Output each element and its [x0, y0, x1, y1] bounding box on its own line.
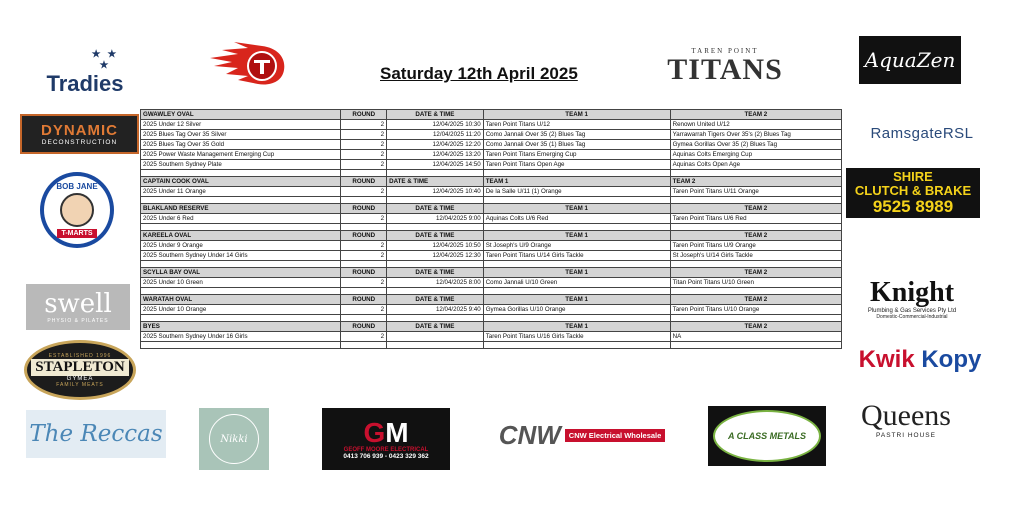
column-header: TEAM 1 [483, 177, 670, 187]
round-cell: 2 [341, 150, 387, 160]
bob-jane-text: BOB JANE [56, 182, 98, 191]
gymea-text: GYMEA [66, 375, 94, 382]
table-row [141, 130, 842, 140]
team1-cell: Como Jannali Over 35 (2) Blues Tag [483, 130, 670, 140]
cnw-logo [488, 418, 676, 452]
team2-cell: St Joseph's U/14 Girls Tackle [670, 251, 841, 261]
empty-cell [141, 288, 341, 295]
datetime-cell: 12/04/2025 13:20 [387, 150, 484, 160]
clutch-brake-text: CLUTCH & BRAKE [854, 183, 972, 198]
pastri-house-text: PASTRI HOUSE [876, 431, 936, 439]
empty-cell [141, 224, 341, 231]
gm-g-text: G [363, 416, 386, 448]
empty-cell [670, 224, 841, 231]
ramsgate-text: RamsgateRSL [870, 124, 974, 142]
column-header: TEAM 2 [670, 322, 841, 332]
table-row [141, 187, 842, 197]
kopy-text: Kopy [921, 346, 982, 373]
table-row [141, 120, 842, 130]
nikki-text: Nikki [220, 433, 248, 445]
venue-header-row [141, 204, 842, 214]
nikki-ring [209, 414, 259, 464]
empty-cell [483, 288, 670, 295]
column-header: TEAM 1 [483, 295, 670, 305]
table-row [141, 332, 842, 342]
table-row [141, 251, 842, 261]
venue-name: BLAKLAND RESERVE [141, 204, 341, 214]
cnw-wholesale-text: CNW Electrical Wholesale [565, 429, 666, 442]
column-header: TEAM 1 [483, 231, 670, 241]
column-header: TEAM 2 [670, 110, 841, 120]
empty-cell [483, 170, 670, 177]
team2-cell: Taren Point Titans U/6 Red [670, 214, 841, 224]
swell-text: swell [44, 289, 112, 319]
empty-cell [670, 261, 841, 268]
dynamic-logo [20, 114, 139, 154]
team1-cell: Como Jannali U/10 Green [483, 278, 670, 288]
physio-pilates-text: PHYSIO & PILATES [47, 318, 109, 324]
spacer-row [141, 342, 842, 349]
venue-name: GWAWLEY OVAL [141, 110, 341, 120]
column-header: TEAM 2 [670, 231, 841, 241]
table-row [141, 150, 842, 160]
spacer-row [141, 288, 842, 295]
column-header: ROUND [341, 231, 387, 241]
bob-jane-logo [40, 172, 114, 248]
empty-cell [341, 197, 387, 204]
team2-cell: Taren Point Titans U/11 Orange [670, 187, 841, 197]
datetime-cell: 12/04/2025 11:20 [387, 130, 484, 140]
column-header: TEAM 1 [483, 268, 670, 278]
stapleton-logo [24, 340, 136, 400]
established-text: ESTABLISHED 1996 [48, 352, 112, 359]
empty-cell [341, 288, 387, 295]
team2-cell: Titan Point Titans U/10 Green [670, 278, 841, 288]
team1-cell: Taren Point Titans U/14 Girls Tackle [483, 251, 670, 261]
team1-cell: Taren Point Titans Emerging Cup [483, 150, 670, 160]
column-header: ROUND [341, 322, 387, 332]
competition-cell: 2025 Southern Sydney Plate [141, 160, 341, 170]
reccas-text: The Reccas [29, 421, 163, 447]
empty-cell [483, 315, 670, 322]
column-header: TEAM 2 [670, 177, 841, 187]
competition-cell: 2025 Under 10 Green [141, 278, 341, 288]
empty-cell [387, 315, 484, 322]
column-header: ROUND [341, 110, 387, 120]
venue-header-row [141, 322, 842, 332]
empty-cell [341, 315, 387, 322]
venue-header-row [141, 268, 842, 278]
team1-cell: Taren Point Titans U/16 Girls Tackle [483, 332, 670, 342]
column-header: ROUND [341, 177, 387, 187]
gm-phone-text: 0413 706 939 - 0423 329 362 [343, 452, 429, 460]
gm-electrical-logo [322, 408, 450, 470]
gm-monogram [363, 416, 409, 448]
empty-cell [387, 224, 484, 231]
column-header: DATE & TIME [387, 322, 484, 332]
plumbing-gas-text: Plumbing & Gas Services Pty Ltd [867, 308, 957, 314]
empty-cell [141, 170, 341, 177]
datetime-cell [387, 332, 484, 342]
round-cell: 2 [341, 140, 387, 150]
datetime-cell: 12/04/2025 8:00 [387, 278, 484, 288]
column-header: TEAM 2 [670, 295, 841, 305]
the-reccas-logo [26, 410, 166, 458]
venue-name: CAPTAIN COOK OVAL [141, 177, 341, 187]
nikki-logo [199, 408, 269, 470]
team1-cell: Aquinas Colts U/6 Red [483, 214, 670, 224]
column-header: DATE & TIME [387, 295, 484, 305]
datetime-cell: 12/04/2025 12:20 [387, 140, 484, 150]
competition-cell: 2025 Under 10 Orange [141, 305, 341, 315]
round-cell: 2 [341, 241, 387, 251]
round-cell: 2 [341, 130, 387, 140]
tradies-wordmark: Tradies [46, 71, 124, 96]
datetime-cell: 12/04/2025 10:40 [387, 187, 484, 197]
table-row [141, 241, 842, 251]
team2-cell: Gymea Gorillas Over 35 (2) Blues Tag [670, 140, 841, 150]
spacer-row [141, 315, 842, 322]
family-meats-text: FAMILY MEATS [56, 381, 104, 388]
empty-cell [341, 170, 387, 177]
dynamic-text: DYNAMIC [41, 122, 118, 139]
a-class-metals-logo [708, 406, 826, 466]
competition-cell: 2025 Under 6 Red [141, 214, 341, 224]
shire-clutch-logo [846, 168, 980, 218]
queens-text: Queens [861, 398, 951, 432]
titans-helmet-logo [208, 40, 288, 88]
round-cell: 2 [341, 332, 387, 342]
column-header: TEAM 1 [483, 322, 670, 332]
stars-icon: ★ ★ ★ [91, 49, 119, 71]
cnw-mark-text: CNW [498, 419, 561, 450]
empty-cell [387, 261, 484, 268]
datetime-cell: 12/04/2025 10:50 [387, 241, 484, 251]
empty-cell [141, 197, 341, 204]
team2-cell: Taren Point Titans U/9 Orange [670, 241, 841, 251]
venue-name: SCYLLA BAY OVAL [141, 268, 341, 278]
team1-cell: St Joseph's U/9 Orange [483, 241, 670, 251]
team2-cell: Aquinas Colts Emerging Cup [670, 150, 841, 160]
empty-cell [670, 170, 841, 177]
column-header: DATE & TIME [387, 110, 484, 120]
column-header: ROUND [341, 295, 387, 305]
spacer-row [141, 170, 842, 177]
competition-cell: 2025 Under 9 Orange [141, 241, 341, 251]
competition-cell: 2025 Southern Sydney Under 16 Girls [141, 332, 341, 342]
aquazen-logo [859, 36, 961, 84]
team2-cell: Taren Point Titans U/10 Orange [670, 305, 841, 315]
empty-cell [341, 342, 387, 349]
venue-name: BYES [141, 322, 341, 332]
column-header: TEAM 1 [483, 204, 670, 214]
team1-cell: Gymea Gorillas U/10 Orange [483, 305, 670, 315]
spacer-row [141, 224, 842, 231]
team1-cell: Taren Point Titans U/12 [483, 120, 670, 130]
venue-header-row [141, 231, 842, 241]
venue-header-row [141, 177, 842, 187]
knight-text: Knight [869, 277, 955, 308]
column-header: TEAM 1 [483, 110, 670, 120]
team1-cell: Taren Point Titans Open Age [483, 160, 670, 170]
tradies-logo [34, 48, 136, 98]
competition-cell: 2025 Blues Tag Over 35 Silver [141, 130, 341, 140]
kwik-kopy-logo [848, 340, 992, 380]
gm-m-text: M [385, 416, 409, 448]
shire-phone-text: 9525 8989 [872, 197, 954, 216]
empty-cell [141, 342, 341, 349]
empty-cell [483, 342, 670, 349]
team1-cell: Como Jannali Over 35 (1) Blues Tag [483, 140, 670, 150]
titans-wordmark-logo [667, 44, 783, 88]
schedule-table [140, 109, 842, 349]
empty-cell [483, 261, 670, 268]
venue-header-row [141, 110, 842, 120]
empty-cell [387, 342, 484, 349]
spacer-row [141, 197, 842, 204]
ramsgate-rsl-logo [852, 122, 992, 144]
domestic-commercial-text: Domestic-Commercial-Industrial [876, 314, 948, 320]
table-row [141, 305, 842, 315]
round-cell: 2 [341, 251, 387, 261]
empty-cell [387, 197, 484, 204]
aquazen-text: AquaZen [864, 48, 956, 72]
empty-cell [141, 261, 341, 268]
empty-cell [387, 170, 484, 177]
taren-point-text: TAREN POINT [691, 47, 759, 55]
round-cell: 2 [341, 214, 387, 224]
round-cell: 2 [341, 160, 387, 170]
flame-helmet-icon [208, 40, 288, 88]
team2-cell: NA [670, 332, 841, 342]
empty-cell [341, 261, 387, 268]
empty-cell [141, 315, 341, 322]
team2-cell: Renown United U/12 [670, 120, 841, 130]
table-row [141, 214, 842, 224]
table-row [141, 140, 842, 150]
venue-header-row [141, 295, 842, 305]
datetime-cell: 12/04/2025 9:40 [387, 305, 484, 315]
a-class-oval [713, 410, 821, 462]
kwik-text: Kwik [858, 346, 915, 373]
column-header: ROUND [341, 268, 387, 278]
empty-cell [483, 224, 670, 231]
empty-cell [483, 197, 670, 204]
column-header: TEAM 2 [670, 268, 841, 278]
shire-text: SHIRE [893, 169, 933, 184]
datetime-cell: 12/04/2025 9:00 [387, 214, 484, 224]
venue-name: WARATAH OVAL [141, 295, 341, 305]
team1-cell: De la Salle U/11 (1) Orange [483, 187, 670, 197]
empty-cell [341, 224, 387, 231]
t-marts-text: T-MARTS [57, 229, 96, 238]
empty-cell [387, 288, 484, 295]
spacer-row [141, 261, 842, 268]
table-row [141, 160, 842, 170]
competition-cell: 2025 Under 11 Orange [141, 187, 341, 197]
knight-plumbing-logo [856, 266, 968, 332]
column-header: DATE & TIME [387, 231, 484, 241]
swell-logo [26, 284, 130, 330]
portrait-icon [60, 193, 94, 227]
stapleton-text: STAPLETON [31, 359, 128, 376]
round-cell: 2 [341, 278, 387, 288]
deconstruction-text: DECONSTRUCTION [41, 139, 118, 146]
venue-name: KAREELA OVAL [141, 231, 341, 241]
round-cell: 2 [341, 187, 387, 197]
datetime-cell: 12/04/2025 12:30 [387, 251, 484, 261]
column-header: TEAM 2 [670, 204, 841, 214]
column-header: DATE & TIME [387, 204, 484, 214]
titans-text: TITANS [667, 53, 783, 86]
column-header: DATE & TIME [387, 268, 484, 278]
empty-cell [670, 197, 841, 204]
a-class-text: A CLASS METALS [728, 431, 806, 441]
round-cell: 2 [341, 305, 387, 315]
empty-cell [670, 342, 841, 349]
team2-cell: Aquinas Colts Open Age [670, 160, 841, 170]
column-header: DATE & TIME [387, 177, 484, 187]
page-title: Saturday 12th April 2025 [380, 64, 578, 83]
competition-cell: 2025 Southern Sydney Under 14 Girls [141, 251, 341, 261]
datetime-cell: 12/04/2025 10:30 [387, 120, 484, 130]
competition-cell: 2025 Blues Tag Over 35 Gold [141, 140, 341, 150]
empty-cell [670, 288, 841, 295]
queens-logo [850, 388, 962, 450]
datetime-cell: 12/04/2025 14:50 [387, 160, 484, 170]
table-row [141, 278, 842, 288]
empty-cell [670, 315, 841, 322]
geoff-moore-text: GEOFF MOORE ELECTRICAL [343, 446, 429, 453]
competition-cell: 2025 Power Waste Management Emerging Cup [141, 150, 341, 160]
competition-cell: 2025 Under 12 Silver [141, 120, 341, 130]
column-header: ROUND [341, 204, 387, 214]
team2-cell: Yarrawarrah Tigers Over 35's (2) Blues Tag [670, 130, 841, 140]
round-cell: 2 [341, 120, 387, 130]
